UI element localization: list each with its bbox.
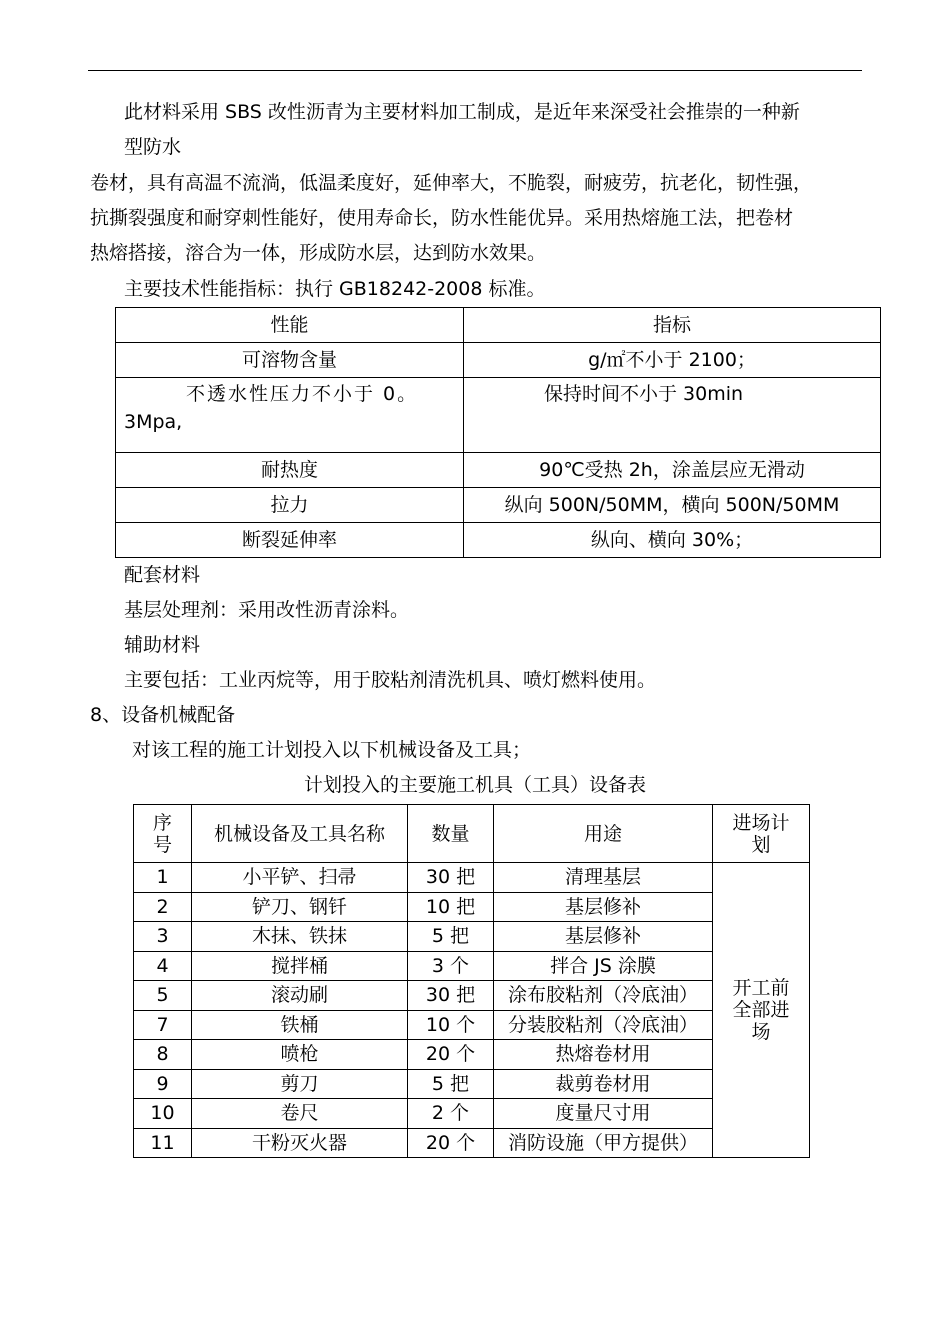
name-cell: 铲刀、钢钎 (192, 892, 408, 922)
property-cell: 断裂延伸率 (116, 523, 464, 558)
auxiliary-materials-line: 主要包括：工业丙烷等，用于胶粘剂清洗机具、喷灯燃料使用。 (124, 669, 657, 691)
standard-line: 主要技术性能指标：执行 GB18242-2008 标准。 (124, 278, 546, 300)
property-cell: 耐热度 (116, 453, 464, 488)
primer-line: 基层处理剂：采用改性沥青涂料。 (124, 599, 410, 621)
table-row (116, 343, 881, 378)
name-cell: 干粉灭火器 (192, 1128, 408, 1158)
table-row (134, 922, 810, 952)
number-cell: 3 (134, 922, 192, 952)
section-heading-equipment: 8、设备机械配备 (90, 704, 236, 726)
usage-cell: 裁剪卷材用 (494, 1069, 713, 1099)
header-text: 号 (152, 833, 172, 856)
name-cell: 木抹、铁抹 (192, 922, 408, 952)
table-header-row (116, 308, 881, 343)
equipment-table (133, 804, 810, 1158)
intro-line-5: 热熔搭接，溶合为一体，形成防水层，达到防水效果。 (90, 242, 547, 264)
usage-cell: 基层修补 (494, 892, 713, 922)
header-text: 序 (152, 811, 172, 834)
value-cell: 纵向 500N/50MM，横向 500N/50MM (464, 488, 881, 523)
quantity-cell: 30 把 (408, 863, 494, 893)
supporting-materials-heading: 配套材料 (124, 564, 201, 586)
header-cell-usage: 用途 (494, 805, 713, 863)
table-row (134, 1128, 810, 1158)
name-cell: 滚动刷 (192, 981, 408, 1011)
table-row (116, 378, 881, 453)
name-cell: 卷尺 (192, 1099, 408, 1129)
table-row (134, 1099, 810, 1129)
name-cell: 小平铲、扫帚 (192, 863, 408, 893)
usage-cell: 热熔卷材用 (494, 1040, 713, 1070)
table-row (134, 863, 810, 893)
intro-line-4: 抗撕裂强度和耐穿刺性能好，使用寿命长，防水性能优异。采用热熔施工法，把卷材 (90, 207, 794, 229)
table-row (134, 981, 810, 1011)
value-cell: 保持时间不小于 30min (464, 378, 881, 453)
intro-line-3: 卷材，具有高温不流淌，低温柔度好，延伸率大，不脆裂，耐疲劳，抗老化，韧性强， (90, 172, 813, 194)
plan-text: 全部进 (732, 999, 790, 1021)
name-cell: 喷枪 (192, 1040, 408, 1070)
number-cell: 2 (134, 892, 192, 922)
plan-text: 场 (751, 1021, 771, 1043)
quantity-cell: 20 个 (408, 1040, 494, 1070)
property-cell (116, 378, 464, 453)
header-cell: 指标 (464, 308, 881, 343)
property-cell: 拉力 (116, 488, 464, 523)
value-cell: g/㎡不小于 2100； (464, 343, 881, 378)
usage-cell: 分装胶粘剂（冷底油） (494, 1010, 713, 1040)
quantity-cell: 10 个 (408, 1010, 494, 1040)
header-rule (88, 70, 862, 71)
usage-cell: 度量尺寸用 (494, 1099, 713, 1129)
plan-text: 开工前 (732, 977, 790, 999)
usage-cell: 涂布胶粘剂（冷底油） (494, 981, 713, 1011)
table-header-row (134, 805, 810, 863)
name-cell: 剪刀 (192, 1069, 408, 1099)
number-cell: 8 (134, 1040, 192, 1070)
usage-cell: 拌合 JS 涂膜 (494, 951, 713, 981)
usage-cell: 基层修补 (494, 922, 713, 952)
usage-cell: 消防设施（甲方提供） (494, 1128, 713, 1158)
quantity-cell: 2 个 (408, 1099, 494, 1129)
header-cell-plan (713, 805, 810, 863)
usage-cell: 清理基层 (494, 863, 713, 893)
intro-line-1: 此材料采用 SBS 改性沥青为主要材料加工制成，是近年来深受社会推崇的一种新 (124, 101, 800, 123)
table-row (116, 523, 881, 558)
equipment-table-title: 计划投入的主要施工机具（工具）设备表 (303, 774, 646, 796)
quantity-cell: 20 个 (408, 1128, 494, 1158)
table-row (116, 453, 881, 488)
auxiliary-materials-heading: 辅助材料 (124, 634, 201, 656)
number-cell: 4 (134, 951, 192, 981)
name-cell: 搅拌桶 (192, 951, 408, 981)
table-row (134, 951, 810, 981)
plan-cell (713, 863, 810, 1158)
header-text: 进场计 (732, 811, 790, 834)
quantity-cell: 5 把 (408, 1069, 494, 1099)
table-row (116, 488, 881, 523)
property-cell: 可溶物含量 (116, 343, 464, 378)
performance-spec-table (115, 307, 881, 558)
equipment-intro-line: 对该工程的施工计划投入以下机械设备及工具； (132, 739, 532, 761)
table-row (134, 1040, 810, 1070)
property-text-line-1: 不透水性压力不小于 0。 (186, 383, 419, 405)
number-cell: 10 (134, 1099, 192, 1129)
intro-line-2: 型防水 (124, 136, 182, 158)
quantity-cell: 10 把 (408, 892, 494, 922)
header-cell-quantity: 数量 (408, 805, 494, 863)
header-cell-number (134, 805, 192, 863)
value-cell: 纵向、横向 30%； (464, 523, 881, 558)
number-cell: 9 (134, 1069, 192, 1099)
name-cell: 铁桶 (192, 1010, 408, 1040)
number-cell: 7 (134, 1010, 192, 1040)
quantity-cell: 5 把 (408, 922, 494, 952)
table-row (134, 892, 810, 922)
quantity-cell: 3 个 (408, 951, 494, 981)
number-cell: 5 (134, 981, 192, 1011)
table-row (134, 1069, 810, 1099)
header-cell: 性能 (116, 308, 464, 343)
quantity-cell: 30 把 (408, 981, 494, 1011)
table-row (134, 1010, 810, 1040)
number-cell: 11 (134, 1128, 192, 1158)
property-text-line-2: 3Mpa, (124, 411, 183, 433)
number-cell: 1 (134, 863, 192, 893)
value-cell: 90℃受热 2h，涂盖层应无滑动 (464, 453, 881, 488)
header-cell-name: 机械设备及工具名称 (192, 805, 408, 863)
header-text: 划 (751, 833, 771, 856)
